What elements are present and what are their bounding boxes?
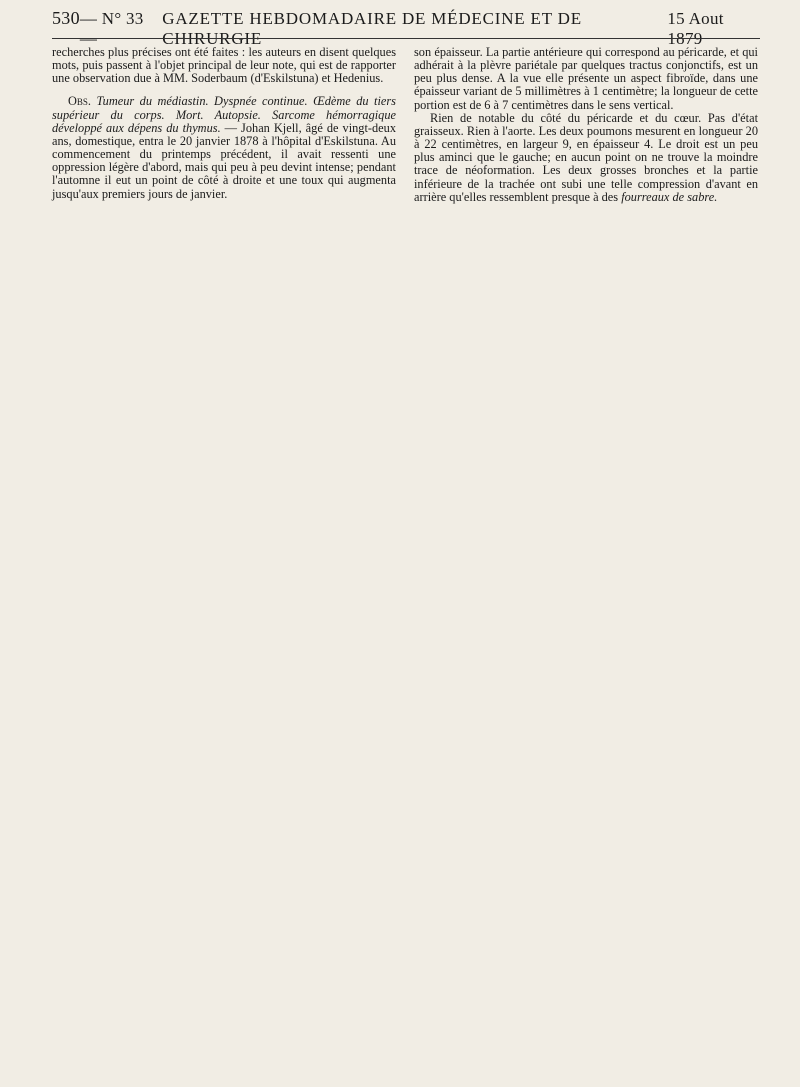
paragraph: recherches plus précises ont été faites : les auteurs en disent quelques mots, puis passent à l'objet principal de leur note, qui est de rapporter une observation due à MM. Soderbaum (d'Eskilstuna) et Hedenius. (52, 45, 396, 86)
header-rule (52, 38, 760, 39)
observation-text: — Johan Kjell, âgé de vingt-deux ans, domestique, entra le 20 janvier 1878 à l'hôpital d'Eskilstuna. Au commencement du printemps précédent, il avait ressenti une oppression légère d'abord, mais qui peu à peu devint intense; pendant l'automne il eut un point de côté à droite et une toux qui augmenta jusqu'aux premiers jours de janvier. (52, 120, 397, 201)
issue-number: — N° 33 — (79, 9, 144, 48)
page-number: 530 (52, 8, 80, 28)
paragraph: son épaisseur. La partie antérieure qui correspond au péricarde, et qui adhérait à la plèvre pariétale par quelques tractus conjonctifs, est un peu plus dense. A la vue elle présente un aspect fibroïde, dans une épaisseur variant de 5 millimètres à 1 centimètre; la longueur de cette portion est de 6 à 7 centimètres dans le sens vertical. (414, 45, 758, 112)
italic-phrase: fourreaux de sabre. (621, 189, 718, 204)
observation-title: Tumeur du médiastin. Dyspnée continue. Œdème du tiers supérieur du corps. Mort. Autopsie. Sarcome hémorragique développé aux dépens du thymus. (52, 94, 396, 135)
observation-paragraph (52, 95, 396, 200)
paragraph (414, 112, 758, 204)
obs-label: Obs. (68, 94, 92, 109)
running-header (52, 8, 760, 48)
issue-date: 15 Aout 1879 (667, 9, 724, 48)
paragraph-text: Rien de notable du côté du péricarde et du cœur. Pas d'état graisseux. Rien à l'aorte. Les deux poumons mesurent en longueur 20 à 22 centimètres, en largeur 9, en épaisseur 4. Le droit est un peu plus aminci que le gauche; en aucun point on ne trouve la moindre trace de néoformation. Les deux grosses bronches et la partie inférieure de la trachée ont subi une telle compression d'avant en arrière qu'elles ressemblent presque à des (414, 110, 758, 204)
left-column (52, 46, 396, 201)
right-column (414, 46, 758, 204)
journal-title: GAZETTE HEBDOMADAIRE DE MÉDECINE ET DE CHIRURGIE (162, 9, 582, 48)
